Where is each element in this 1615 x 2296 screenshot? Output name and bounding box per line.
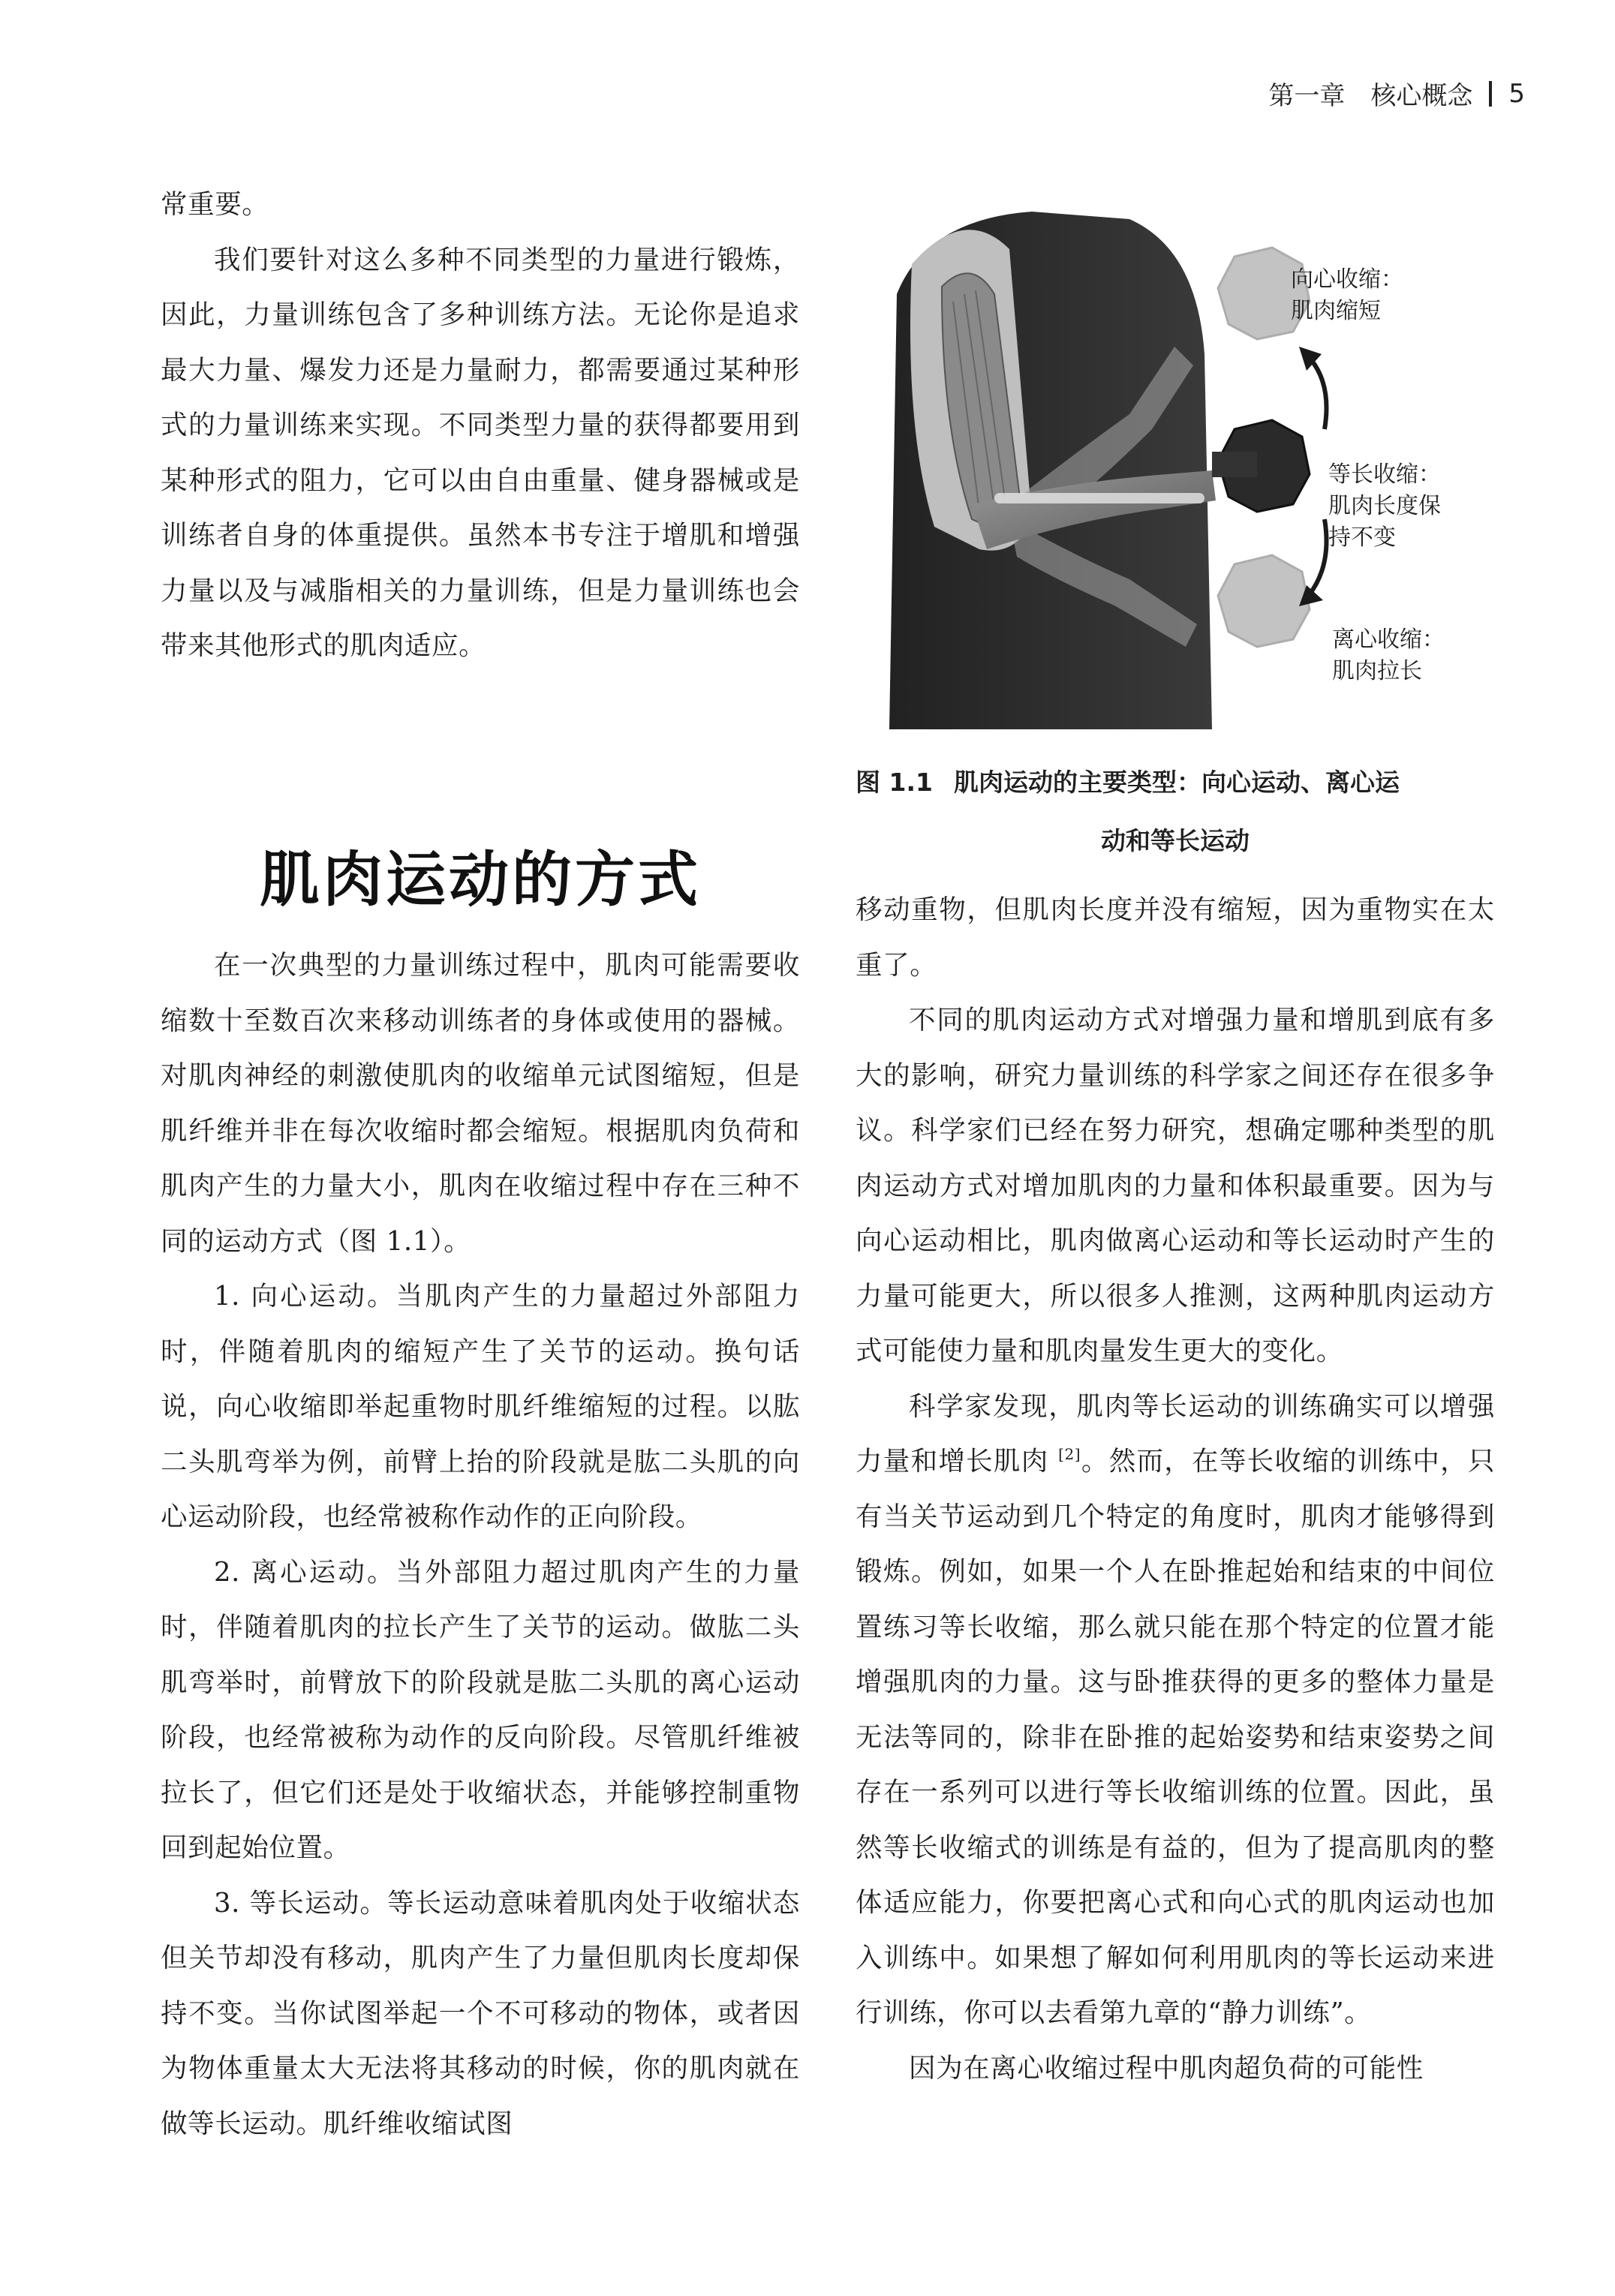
caption-text-line2: 动和等长运动	[1101, 826, 1250, 855]
dumbbell-isometric	[1212, 420, 1310, 512]
paragraph: 1. 向心运动。当肌肉产生的力量超过外部阻力时，伴随着肌肉的缩短产生了关节的运动。换句话说，向心收缩即举起重物时肌纤维缩短的过程。以肱二头肌弯举为例，前臂上抬的阶段就是肱二头肌的向心运动阶段，也经常被称作动作的正向阶段。	[161, 1281, 800, 1532]
header-divider	[1489, 81, 1492, 107]
figure-caption	[856, 753, 1495, 870]
paragraph: 3. 等长运动。等长运动意味着肌肉处于收缩状态但关节却没有移动，肌肉产生了力量但肌肉长度却保持不变。当你试图举起一个不可移动的物体，或者因为物体重量太大无法将其移动的时候，你的肌肉就在做等长运动。肌纤维收缩试图	[161, 1887, 800, 2139]
right-column	[856, 882, 1495, 2096]
page-number: 5	[1508, 78, 1525, 109]
paragraph: 我们要针对这么多种不同类型的力量进行锻炼，因此，力量训练包含了多种训练方法。无论你是追求最大力量、爆发力还是力量耐力，都需要通过某种形式的力量训练来实现。不同类型力量的获得都要用到某种形式的阻力，它可以由自由重量、健身器械或是训练者自身的体重提供。虽然本书专注于增肌和增强力量以及与减脂相关的力量训练，但是力量训练也会带来其他形式的肌肉适应。	[161, 244, 800, 661]
label-eccentric: 离心收缩： 肌肉拉长	[1332, 627, 1445, 684]
left-column-top	[161, 177, 800, 674]
chapter-title: 第一章 核心概念	[1268, 81, 1473, 111]
paragraph-text: 科学家发现，肌肉等长运动的训练确实可以增强力量和增长肌肉	[856, 1390, 1495, 1477]
paragraph: 不同的肌肉运动方式对增强力量和增肌到底有多大的影响，研究力量训练的科学家之间还存在很多争议。科学家们已经在努力研究，想确定哪种类型的肌肉运动方式对增加肌肉的力量和体积最重要。因为与向心运动相比，肌肉做离心运动和等长运动时产生的力量可能更大，所以很多人推测，这两种肌肉运动方式可能使力量和肌肉量发生更大的变化。	[856, 1005, 1495, 1366]
eccentric-arrow	[1310, 519, 1327, 594]
label-concentric: 向心收缩： 肌肉缩短	[1291, 266, 1403, 324]
caption-text-line1: 肌肉运动的主要类型：向心运动、离心运	[953, 768, 1400, 797]
paragraph-text: 。然而，在等长收缩的训练中，只有当关节运动到几个特定的角度时，肌肉才能够得到锻炼。例如，如果一个人在卧推起始和结束的中间位置练习等长收缩，那么就只能在那个特定的位置才能增强肌肉的力量。这与卧推获得的更多的整体力量是无法等同的，除非在卧推的起始姿势和结束姿势之间存在一系列可以进行等长收缩训练的位置。因此，虽然等长收缩式的训练是有益的，但为了提高肌肉的整体适应能力，你要把离心式和向心式的肌肉运动也加入训练中。如果想了解如何利用肌肉的等长运动来进行训练，你可以去看第九章的“静力训练”。	[856, 1446, 1495, 2028]
caption-number: 图 1.1	[856, 768, 933, 797]
paragraph: 常重要。	[161, 189, 269, 220]
paragraph: 因为在离心收缩过程中肌肉超负荷的可能性	[909, 2052, 1424, 2084]
paragraph	[856, 1379, 1495, 2041]
label-isometric: 等长收缩： 肌肉长度保 持不变	[1328, 461, 1441, 551]
concentric-arrow	[1310, 358, 1327, 429]
running-head	[1268, 75, 1525, 112]
paragraph: 2. 离心运动。当外部阻力超过肌肉产生的力量时，伴随着肌肉的拉长产生了关节的运动。做肱二头肌弯举时，前臂放下的阶段就是肱二头肌的离心运动阶段，也经常被称为动作的反向阶段。尽管肌纤维被拉长了，但它们还是处于收缩状态，并能够控制重物回到起始位置。	[161, 1556, 800, 1863]
figure-muscle-contraction	[882, 204, 1512, 729]
section-heading: 肌肉运动的方式	[260, 844, 701, 915]
left-column-bottom	[161, 938, 800, 2151]
paragraph: 在一次典型的力量训练过程中，肌肉可能需要收缩数十至数百次来移动训练者的身体或使用的器械。对肌肉神经的刺激使肌肉的收缩单元试图缩短，但是肌纤维并非在每次收缩时都会缩短。根据肌肉负荷和肌肉产生的力量大小，肌肉在收缩过程中存在三种不同的运动方式（图 1.1）。	[161, 950, 800, 1257]
citation-ref[interactable]: [2]	[1058, 1445, 1081, 1463]
paragraph: 移动重物，但肌肉长度并没有缩短，因为重物实在太重了。	[856, 894, 1495, 981]
dumbbell-eccentric	[1218, 555, 1310, 647]
